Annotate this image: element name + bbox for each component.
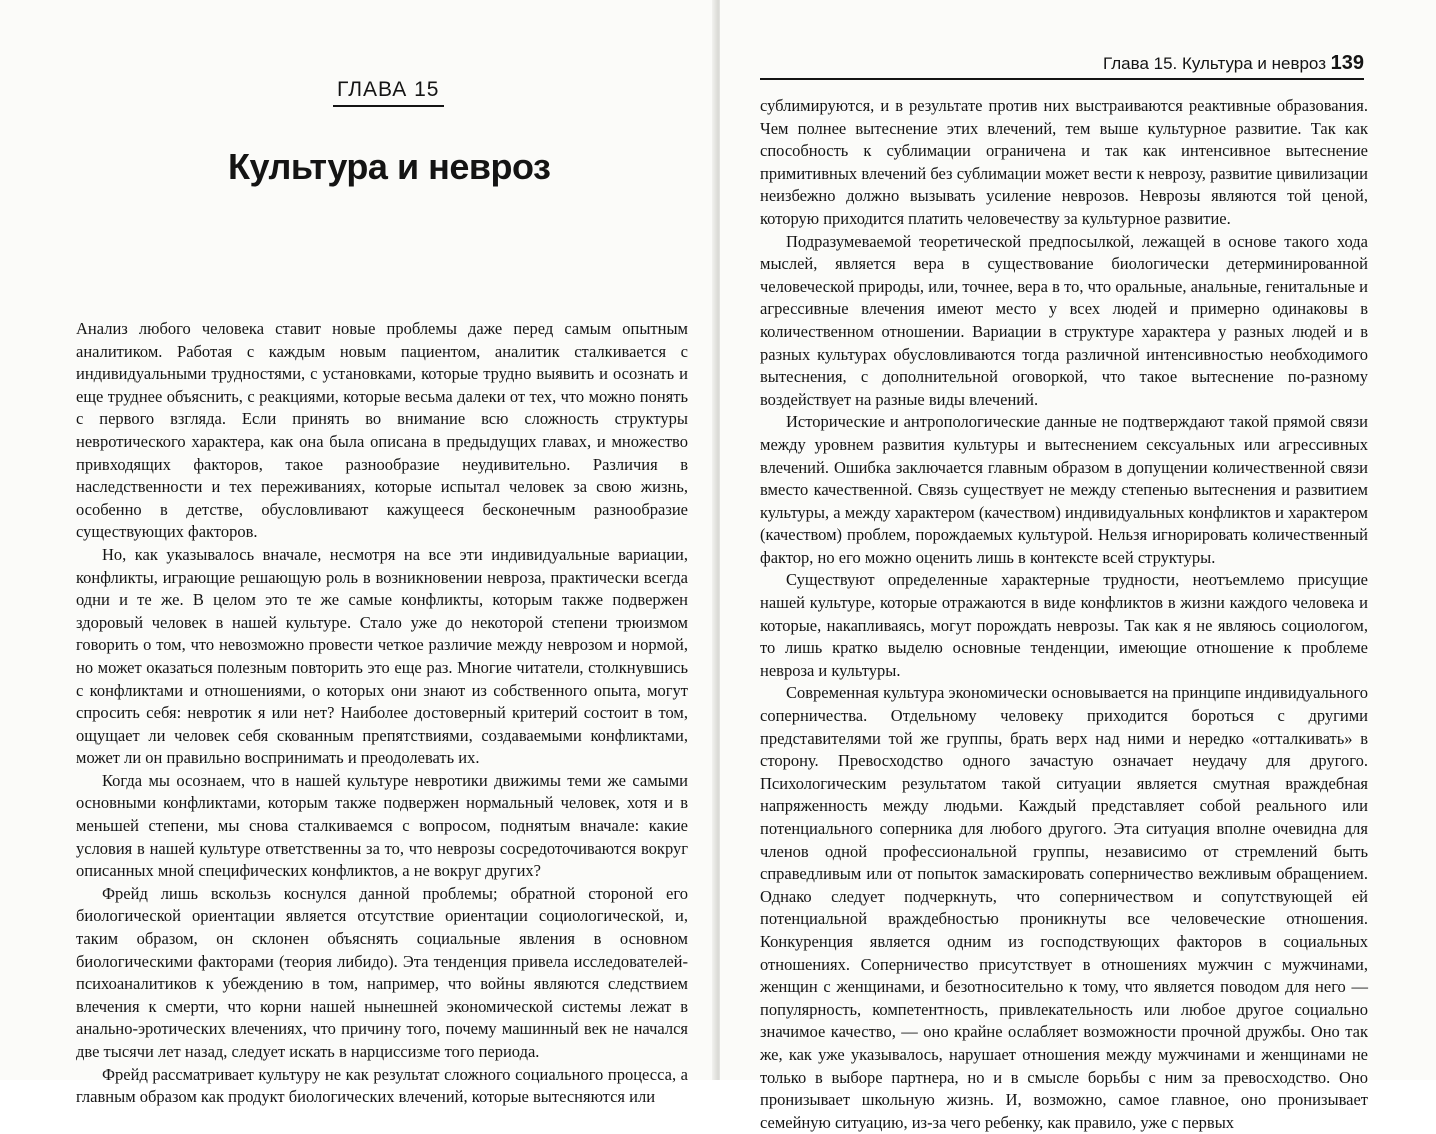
- paragraph: Когда мы осознаем, что в нашей культуре невротики движимы теми же самыми основными конфликтами, которым также подвержен нормальный человек, хотя и в меньшей степени, мы снова сталкиваемся с вопросом, поднятым вначале: какие условия в нашей культуре ответственны за то, что неврозы сосредоточиваются вокруг описанных мной специфических конфликтов, а не вокруг других?: [76, 770, 688, 881]
- paragraph: Но, как указывалось вначале, несмотря на все эти индивидуальные вариации, конфликты, играющие решающую роль в возникновении невроза, практически всегда одни и те же. В целом это те же самые конфликты, которым также подвержен здоровый человек в нашей культуре. Стало уже до некоторой степени трюизмом говорить о том, что невозможно провести четкое различие между неврозом и нормой, но может оказаться полезным повторить это еще раз. Многие читатели, столкнувшись с конфликтами и отношениями, о которых они знают из собственного опыта, могут спросить себя: невротик я или нет? Наиболее достоверный критерий состоит в том, ощущает ли человек себя скованным препятствиями, создаваемыми конфликтами, может ли он правильно воспринимать и преодолевать их.: [76, 544, 688, 768]
- left-page: [0, 0, 716, 1107]
- paragraph: Фрейд лишь вскользь коснулся данной проблемы; обратной стороной его биологической ориентации является отсутствие ориентации социологической, и, таким образом, он склонен объяснять социальные явления в основном биологическими факторами (теория либидо). Эта тенденция привела исследователей-психоаналитиков к убеждению в том, например, что войны являются следствием влечения к смерти, что корни нашей нынешней экономической системы лежат в анально-эротических влечениях, что причину того, почему машинный век не начался две тысячи лет назад, следует искать в нарциссизме того периода.: [76, 883, 688, 1061]
- paragraph: Существуют определенные характерные трудности, неотъемлемо присущие нашей культуре, которые отражаются в виде конфликтов в жизни каждого человека и которые, накапливаясь, могут порождать неврозы. Так как я не являюсь социологом, то лишь кратко выделю основные тенденции, имеющие отношение к проблеме невроза и культуры.: [760, 570, 1368, 680]
- paragraph: Подразумеваемой теоретической предпосылкой, лежащей в основе такого хода мыслей, является вера в существование биологически детерминированной человеческой природы, или, точнее, вера в то, что оральные, анальные, генитальные и агрессивные влечения имеют место у всех людей и примерно одинаковы в количественном отношении. Вариации в структуре характера у разных людей и в разных культурах обусловливаются тогда различной интенсивностью необходимого вытеснения, с дополнительной оговоркой, что такое вытеснение по-разному воздействует на разные виды влечений.: [760, 231, 1368, 409]
- chapter-title: Культура и невроз: [228, 146, 551, 187]
- paragraph: Анализ любого человека ставит новые проблемы даже перед самым опытным аналитиком. Работая с каждым новым пациентом, аналитик сталкивается с индивидуальными трудностями, с установками, которые трудно выявить и осознать и еще труднее объяснить, с реакциями, которые весьма далеки от тех, что можно понять с первого взгляда. Если принять во внимание всю сложность структуры невротического характера, как она была описана в предыдущих главах, и множество привходящих факторов, такое разнообразие неудивительно. Различия в наследственности и тех переживаниях, которые испытал человек за свою жизнь, особенно в детстве, обусловливают кажущееся бесконечным разнообразие существующих факторов.: [76, 319, 688, 542]
- running-title: Глава 15. Культура и невроз: [1102, 54, 1326, 73]
- chapter-label: ГЛАВА 15: [333, 76, 444, 107]
- paragraph: Фрейд рассматривает культуру не как результат сложного социального процесса, а главным образом как продукт биологических влечений, которые вытесняются или: [76, 1064, 688, 1107]
- left-body-text: [76, 318, 688, 1109]
- paragraph: Исторические и антропологические данные не подтверждают такой прямой связи между уровнем развития культуры и вытеснением сексуальных или агрессивных влечений. Ошибка заключается главным образом в допущении количественной связи вместо качественной. Связь существует не между степенью вытеснения и развитием культуры, а между характером (качеством) индивидуальных конфликтов и характером (качеством) проблем, порождаемых культурой. Нельзя игнорировать количественный фактор, но его можно оценить лишь в контексте всей структуры.: [760, 412, 1368, 567]
- paragraph: сублимируются, и в результате против них выстраиваются реактивные образования. Чем полнее вытеснение этих влечений, тем выше культурное развитие. Так как способность к сублимации ограничена и так как интенсивное вытеснение примитивных влечений без сублимации может вести к неврозу, развитие цивилизации неизбежно должно вызывать усиление неврозов. Неврозы являются той ценой, которую приходится платить человечеству за культурное развитие.: [760, 96, 1368, 228]
- right-body-text: [760, 95, 1368, 1134]
- page-number: 139: [1330, 52, 1364, 74]
- running-header: [760, 52, 1364, 80]
- paragraph: Современная культура экономически основывается на принципе индивидуального соперничества. Отдельному человеку приходится бороться с другими представителями той же группы, брать верх над ними и нередко «отталкивать» в сторону. Превосходство одного зачастую означает неудачу для другого. Психологическим результатом такой ситуации является смутная враждебная напряженность между людьми. Каждый представляет собой реального или потенциального соперника для любого другого. Эта ситуация вполне очевидна для членов одной профессиональной группы, независимо от стремлений быть справедливым или от попыток замаскировать соперничество вежливым обращением. Однако следует подчеркнуть, что соперничеством и сопутствующей ей потенциальной враждебностью проникнуты все человеческие отношения. Конкуренция является одним из господствующих факторов в социальных отношениях. Соперничество присутствует в отношениях мужчин с мужчинами, женщин с женщинами, и безотносительно к тому, что является поводом для него — популярность, компетентность, привлекательность или любое другое социально значимое качество, — оно крайне ослабляет возможности прочной дружбы. Оно так же, как уже указывалось, нарушает отношения между мужчинами и женщинами не только в выборе партнера, но и в смысле борьбы с ним за превосходство. Оно пронизывает школьную жизнь. И, возможно, самое главное, оно пронизывает семейную ситуацию, из-за чего ребенку, как правило, уже с первых: [760, 683, 1368, 1132]
